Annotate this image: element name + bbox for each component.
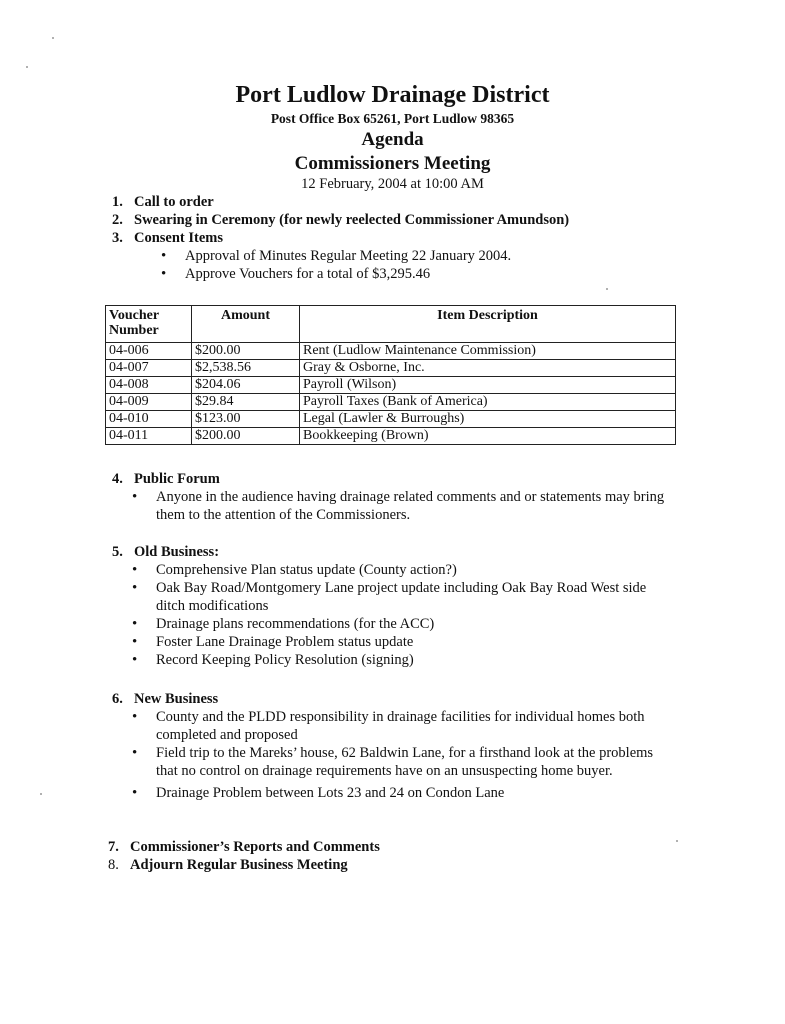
table-row	[106, 428, 676, 445]
table-row	[106, 411, 676, 428]
list-item: • Oak Bay Road/Montgomery Lane project update including Oak Bay Road West side ditch modifications	[156, 579, 676, 615]
amount-cell: $29.84	[192, 394, 300, 411]
amount-cell: $123.00	[192, 411, 300, 428]
meeting-date: 12 February, 2004 at 10:00 AM	[301, 176, 484, 192]
table-row	[106, 343, 676, 360]
description-cell: Legal (Lawler & Burroughs)	[300, 411, 676, 428]
list-item: • Field trip to the Mareks’ house, 62 Baldwin Lane, for a firsthand look at the problems that no control on drainage requirements have on an unsuspecting home buyer.	[156, 744, 676, 780]
agenda-item-5-section	[112, 543, 676, 669]
column-header-voucher-number: Voucher Number	[106, 306, 192, 343]
item-number: 5.	[112, 544, 123, 560]
scan-speck	[606, 288, 608, 290]
column-header-amount: Amount	[192, 306, 300, 343]
item-label: Public Forum	[134, 471, 220, 487]
list-item: • Approval of Minutes Regular Meeting 22 January 2004.	[185, 247, 569, 265]
agenda-item-3	[112, 229, 569, 247]
amount-cell: $204.06	[192, 377, 300, 394]
table-row	[106, 360, 676, 377]
document-type: Agenda	[361, 129, 424, 150]
list-item: • Record Keeping Policy Resolution (signing)	[156, 651, 676, 669]
item-number: 6.	[112, 691, 123, 707]
district-title: Port Ludlow Drainage District	[235, 82, 550, 108]
description-cell: Payroll (Wilson)	[300, 377, 676, 394]
list-item: • County and the PLDD responsibility in drainage facilities for individual homes both completed and proposed	[156, 708, 676, 744]
scan-speck	[676, 840, 678, 842]
new-business-list	[156, 708, 676, 802]
item-number: 2.	[112, 212, 123, 228]
voucher-number-cell: 04-007	[106, 360, 192, 377]
table-row	[106, 377, 676, 394]
voucher-number-cell: 04-009	[106, 394, 192, 411]
agenda-items-7-8	[108, 838, 380, 874]
column-header-item-description: Item Description	[300, 306, 676, 343]
item-label: Swearing in Ceremony (for newly reelected Commissioner Amundson)	[134, 212, 570, 228]
description-cell: Bookkeeping (Brown)	[300, 428, 676, 445]
agenda-item-4	[112, 470, 676, 488]
item-label: Consent Items	[134, 230, 224, 246]
table-header-row	[106, 306, 676, 343]
list-item: • Comprehensive Plan status update (County action?)	[156, 561, 676, 579]
table-row	[106, 394, 676, 411]
scan-speck	[40, 793, 42, 795]
agenda-item-2	[112, 211, 569, 229]
item-number: 7.	[108, 839, 119, 855]
voucher-table	[105, 305, 676, 445]
voucher-number-cell: 04-010	[106, 411, 192, 428]
voucher-number-cell: 04-008	[106, 377, 192, 394]
list-item: • Foster Lane Drainage Problem status update	[156, 633, 676, 651]
consent-items-list	[185, 247, 569, 283]
agenda-item-4-section	[112, 470, 676, 524]
voucher-number-cell: 04-006	[106, 343, 192, 360]
amount-cell: $200.00	[192, 428, 300, 445]
item-label: Commissioner’s Reports and Comments	[130, 839, 380, 855]
list-item: • Approve Vouchers for a total of $3,295.46	[185, 265, 569, 283]
scan-speck	[26, 66, 28, 68]
agenda-item-6-section	[112, 690, 676, 802]
list-item: • Drainage Problem between Lots 23 and 24 on Condon Lane	[156, 784, 676, 802]
item-label: Call to order	[134, 194, 214, 210]
agenda-item-8	[108, 856, 380, 874]
description-cell: Rent (Ludlow Maintenance Commission)	[300, 343, 676, 360]
district-address: Post Office Box 65261, Port Ludlow 98365	[270, 111, 515, 126]
old-business-list	[156, 561, 676, 669]
item-label: New Business	[134, 691, 219, 707]
description-cell: Payroll Taxes (Bank of America)	[300, 394, 676, 411]
agenda-item-6	[112, 690, 676, 708]
scan-speck	[52, 37, 54, 39]
public-forum-list	[156, 488, 676, 524]
item-number: 8.	[108, 857, 119, 873]
item-label: Adjourn Regular Business Meeting	[130, 857, 348, 873]
item-number: 1.	[112, 194, 123, 210]
amount-cell: $200.00	[192, 343, 300, 360]
list-item: • Anyone in the audience having drainage related comments and or statements may bring them to the attention of the Commissioners.	[156, 488, 676, 524]
agenda-item-1	[112, 193, 569, 211]
amount-cell: $2,538.56	[192, 360, 300, 377]
item-label: Old Business:	[134, 544, 220, 560]
meeting-title: Commissioners Meeting	[294, 153, 491, 174]
item-number: 4.	[112, 471, 123, 487]
agenda-items-1-3	[112, 193, 569, 283]
agenda-item-5	[112, 543, 676, 561]
agenda-item-7	[108, 838, 380, 856]
list-item: • Drainage plans recommendations (for the ACC)	[156, 615, 676, 633]
voucher-number-cell: 04-011	[106, 428, 192, 445]
item-number: 3.	[112, 230, 123, 246]
description-cell: Gray & Osborne, Inc.	[300, 360, 676, 377]
